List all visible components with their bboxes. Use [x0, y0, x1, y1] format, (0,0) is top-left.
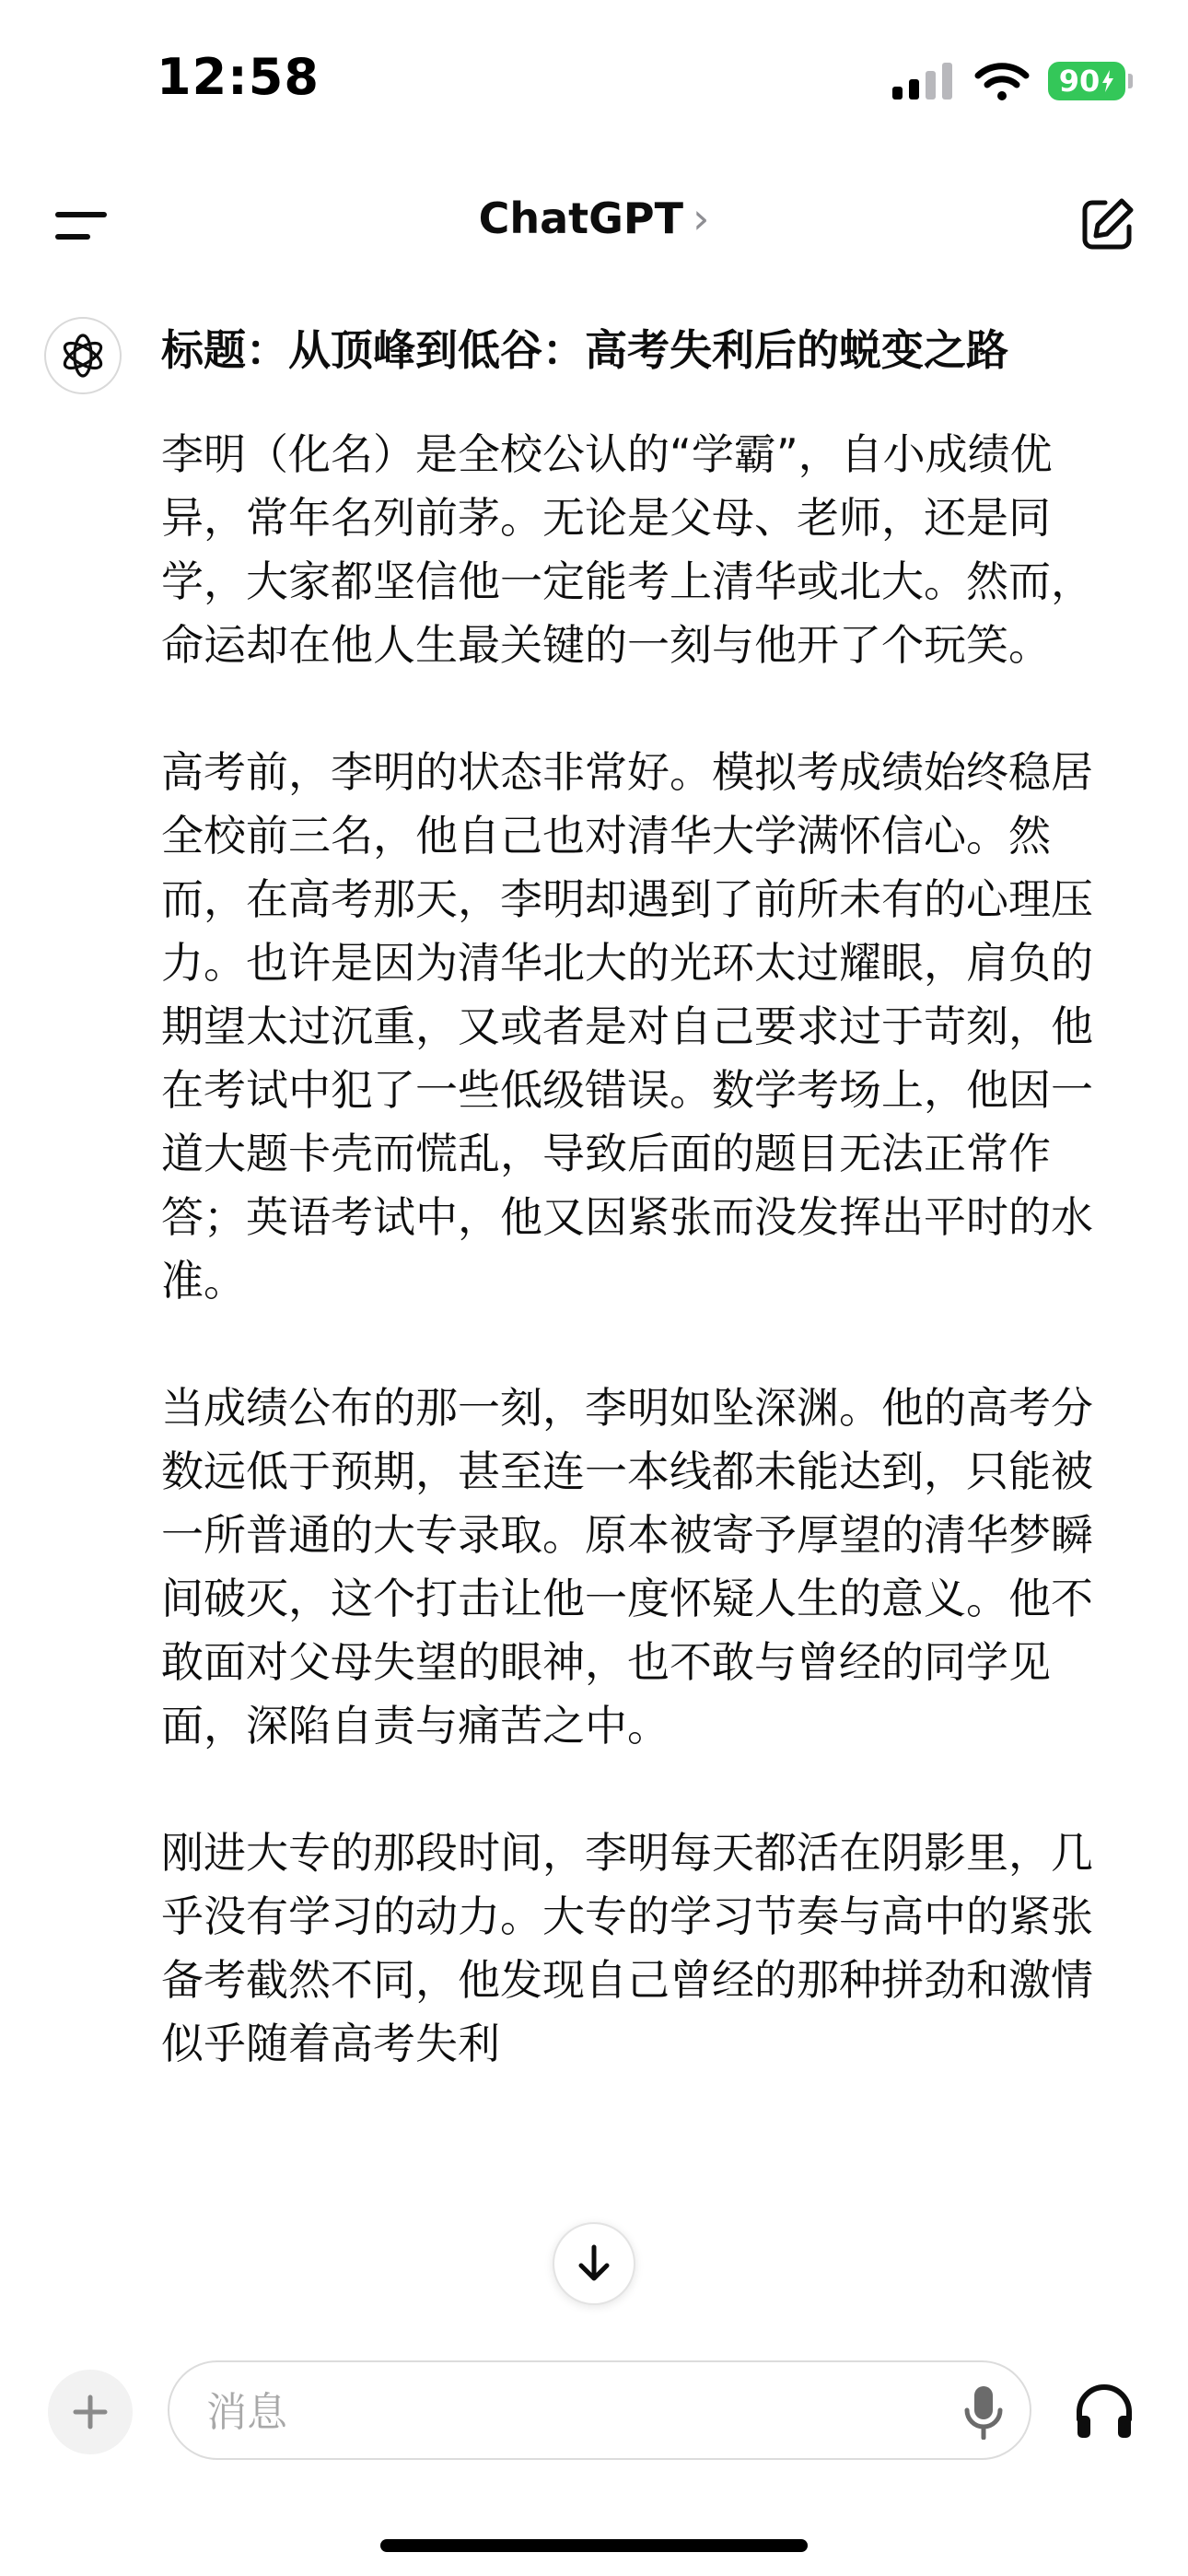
message-input[interactable] [204, 2379, 926, 2445]
message-title: 标题：从顶峰到低谷：高考失利后的蜕变之路 [161, 325, 1008, 375]
chevron-right-icon: › [692, 193, 710, 243]
headphones-icon[interactable] [1074, 2383, 1135, 2440]
new-chat-icon[interactable] [1077, 195, 1136, 254]
cellular-signal-icon [892, 63, 952, 100]
message-paragraph: 刚进大专的那段时间，李明每天都活在阴影里，几乎没有学习的动力。大专的学习节奏与高中的紧张备考截然不同，他发现自己曾经的那种拼劲和激情似乎随着高考失利 [161, 1828, 1093, 2068]
home-indicator[interactable] [380, 2539, 808, 2552]
plus-icon [72, 2394, 109, 2430]
wifi-icon [974, 61, 1030, 101]
assistant-avatar [44, 317, 122, 394]
status-indicators [892, 53, 1133, 109]
message-input-container[interactable] [168, 2360, 1031, 2460]
attach-button[interactable] [48, 2370, 133, 2454]
message-paragraph: 李明（化名）是全校公认的“学霸”，自小成绩优异，常年名列前茅。无论是父母、老师，还是同学，大家都坚信他一定能考上清华或北大。然而，命运却在他人生最关键的一刻与他开了个玩笑。 [161, 429, 1093, 670]
arrow-down-icon [576, 2243, 612, 2284]
message-paragraph: 高考前，李明的状态非常好。模拟考成绩始终稳居全校前三名，他自己也对清华大学满怀信心。然而，在高考那天，李明却遇到了前所未有的心理压力。也许是因为清华北大的光环太过耀眼，肩负的期望太过沉重，又或者是对自己要求过于苛刻，他在考试中犯了一些低级错误。数学考场上，他因一道大题卡壳而慌乱，导致后面的题目无法正常作答；英语考试中，他又因紧张而没发挥出平时的水准。 [161, 747, 1093, 1306]
assistant-message [161, 318, 1101, 2336]
microphone-icon[interactable] [961, 2384, 1006, 2440]
model-selector[interactable] [0, 193, 1188, 243]
message-paragraph: 当成绩公布的那一刻，李明如坠深渊。他的高考分数远低于预期，甚至连一本线都未能达到，只能被一所普通的大专录取。原本被寄予厚望的清华梦瞬间破灭，这个打击让他一度怀疑人生的意义。他不敢面对父母失望的眼神，也不敢与曾经的同学见面，深陷自责与痛苦之中。 [161, 1383, 1093, 1751]
charging-bolt-icon [1101, 70, 1114, 92]
openai-logo-icon [57, 330, 109, 381]
nav-title: ChatGPT [478, 193, 683, 243]
status-time: 12:58 [157, 48, 320, 106]
battery-indicator [1048, 62, 1133, 100]
battery-level: 90 [1048, 62, 1125, 100]
scroll-to-bottom-button[interactable] [553, 2222, 635, 2305]
